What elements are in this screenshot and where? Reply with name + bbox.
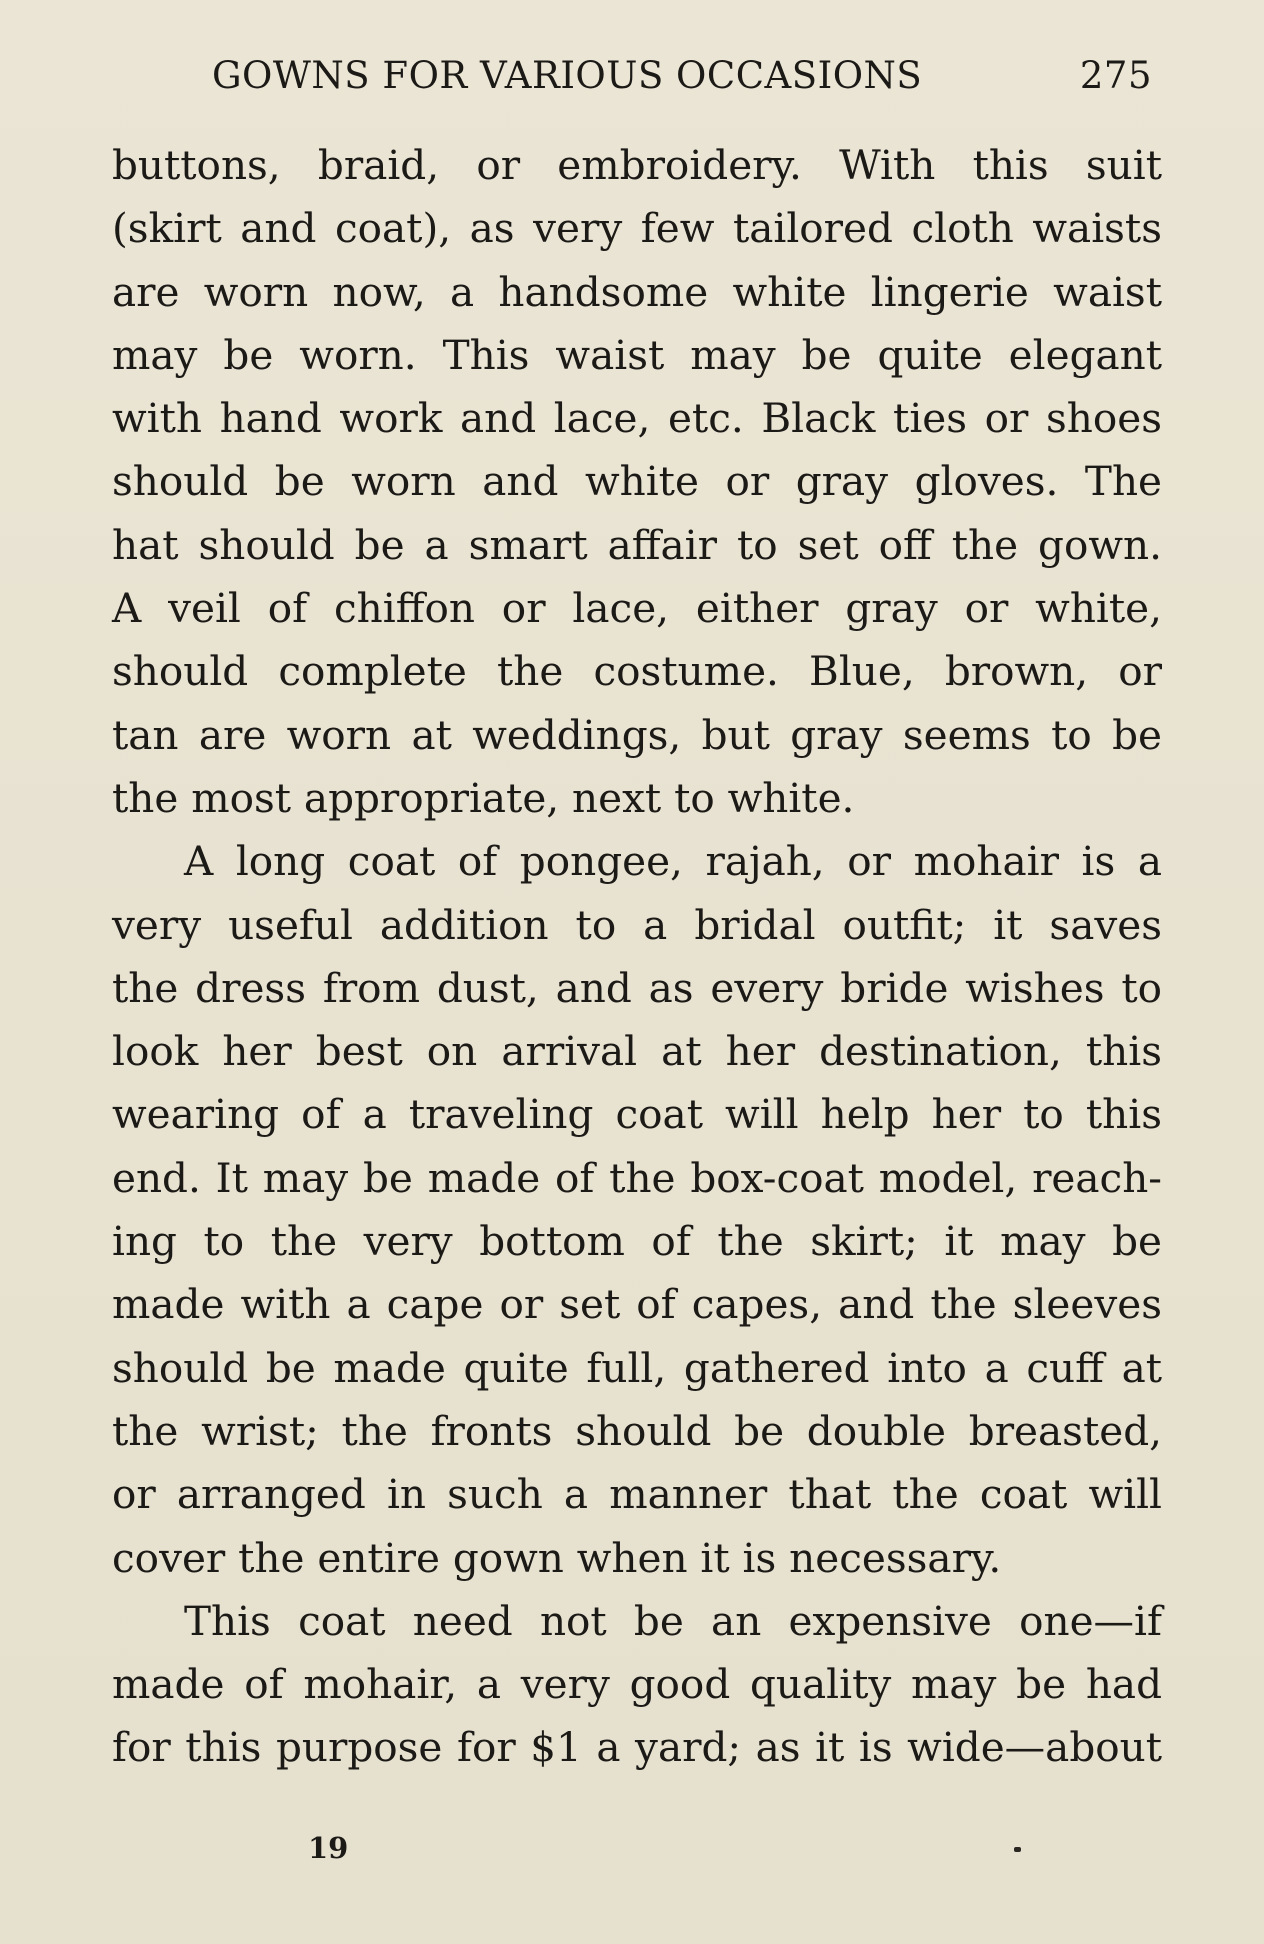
page-number: 275 (1079, 54, 1152, 97)
text-line: should complete the costume. Blue, brown, or (112, 647, 1162, 696)
running-head (212, 50, 1152, 102)
text-line: very useful addition to a bridal outfit; it saves (112, 900, 1162, 949)
text-line: the wrist; the fronts should be double breasted, (112, 1406, 1162, 1455)
text-line: A veil of chiffon or lace, either gray or white, (112, 584, 1162, 633)
text-line: should be made quite full, gathered into a cuff at (112, 1343, 1162, 1392)
text-line: ing to the very bottom of the skirt; it may be (112, 1217, 1162, 1266)
text-line: are worn now, a handsome white lingerie waist (112, 267, 1162, 316)
text-line: This coat need not be an expensive one—if (184, 1596, 1162, 1645)
text-line: tan are worn at weddings, but gray seems to be (112, 710, 1162, 759)
text-line: or arranged in such a manner that the coat will (112, 1470, 1162, 1519)
text-line: (skirt and coat), as very few tailored cloth waists (112, 204, 1162, 253)
text-line: may be worn. This waist may be quite elegant (112, 330, 1162, 379)
text-line: the most appropriate, next to white. (112, 773, 855, 822)
text-line: look her best on arrival at her destination, this (112, 1027, 1162, 1076)
signature-mark: 19 (308, 1831, 349, 1865)
running-title: GOWNS FOR VARIOUS OCCASIONS (212, 54, 923, 97)
text-line: made of mohair, a very good quality may be had (112, 1660, 1162, 1709)
text-line: wearing of a traveling coat will help her to this (112, 1090, 1162, 1139)
text-line: for this purpose for $1 a yard; as it is wide—about (112, 1723, 1162, 1772)
text-line: the dress from dust, and as every bride wishes to (112, 963, 1162, 1012)
text-line: hat should be a smart affair to set off the gown. (112, 520, 1162, 569)
body-text (112, 134, 1162, 1780)
text-line: should be worn and white or gray gloves. The (112, 457, 1162, 506)
text-line: end. It may be made of the box-coat model, reach- (112, 1153, 1162, 1202)
text-line: A long coat of pongee, rajah, or mohair is a (184, 837, 1162, 886)
print-speck (1014, 1847, 1021, 1852)
text-line: buttons, braid, or embroidery. With this suit (112, 141, 1162, 189)
text-line: with hand work and lace, etc. Black ties or shoes (112, 394, 1162, 443)
text-line: made with a cape or set of capes, and the sleeves (112, 1280, 1162, 1329)
text-line: cover the entire gown when it is necessary. (112, 1533, 1002, 1582)
